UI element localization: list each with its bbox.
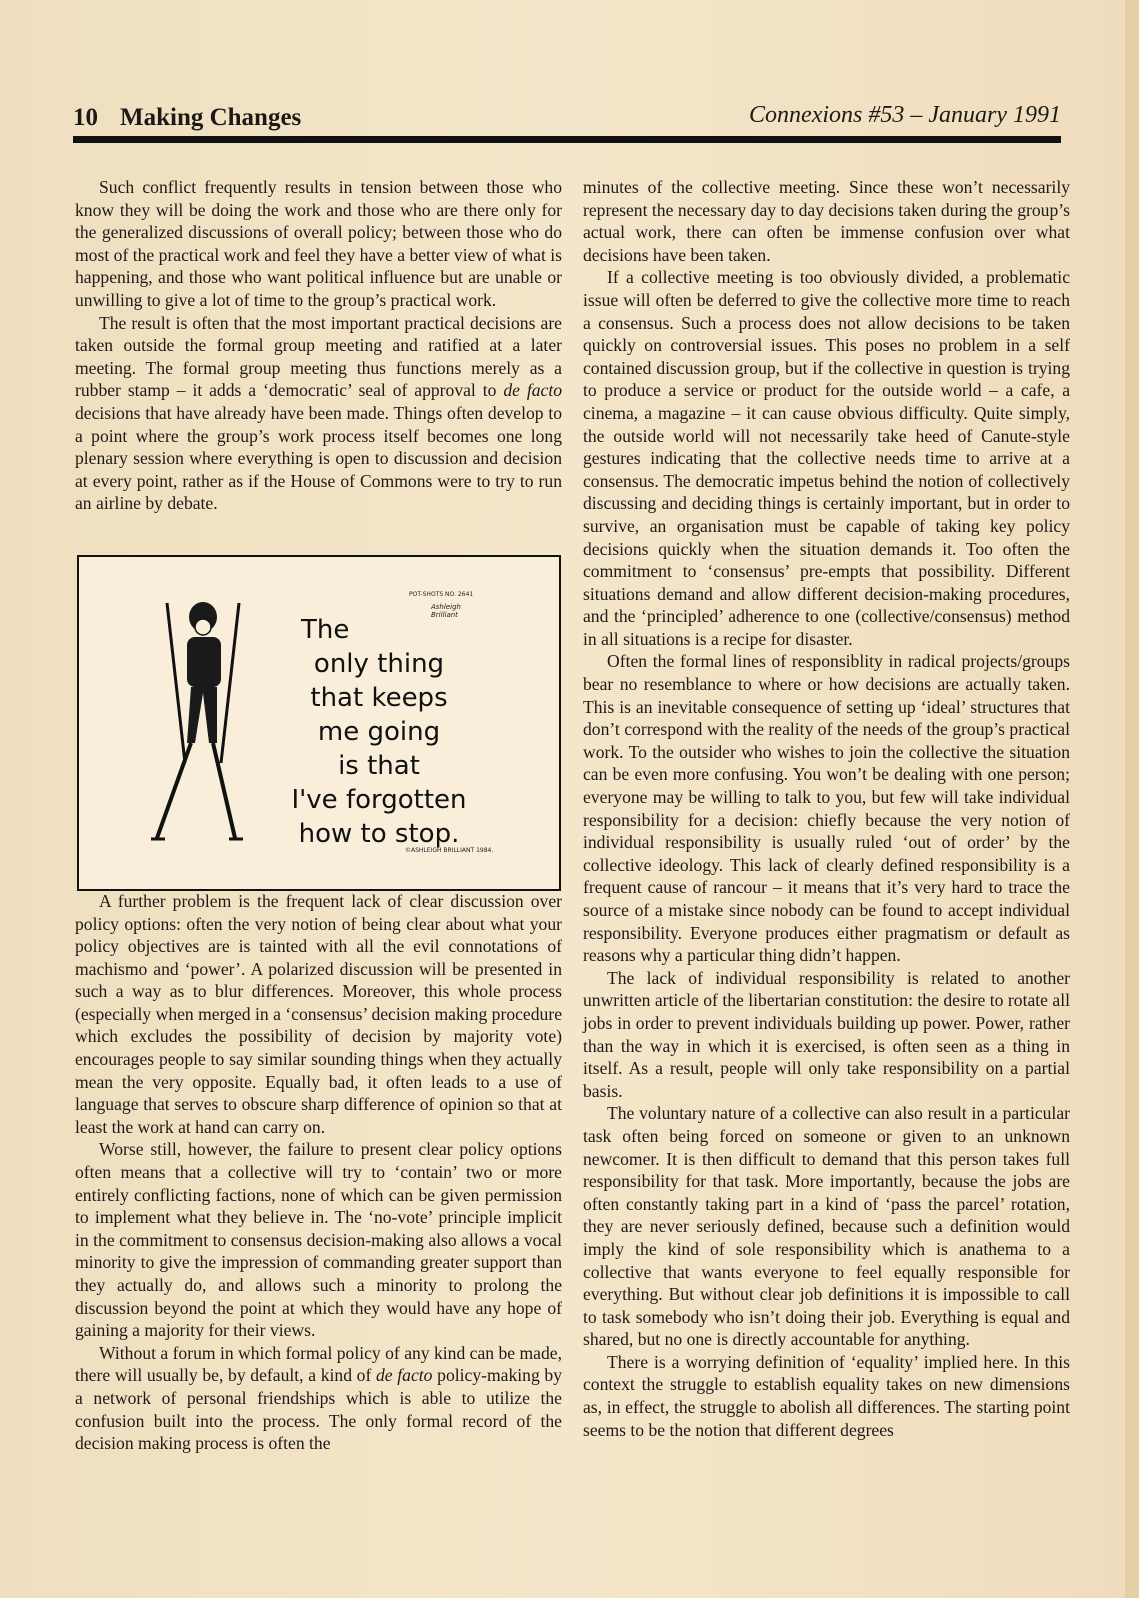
header-left — [73, 104, 301, 132]
left-paragraph-2-text-b: decisions that have already have been made. Things often develop to a point where the group’s work process itself becomes one long plenary session where everything is open to discussion and decision at every point, rather as if the House of Commons were to try to run an airline by debate. — [75, 402, 562, 514]
stilt-walker-illustration — [147, 593, 257, 853]
header-rule — [73, 136, 1061, 143]
cartoon-line-2: only thing — [313, 649, 445, 679]
right-paragraph-1: minutes of the collective meeting. Since these won’t necessarily represent the necessary day to day decisions taken during the group’s actual work, there can often be immense confusion over what decisions have been taken. — [583, 177, 1070, 265]
cartoon-series-note: POT-SHOTS NO. 2641 — [409, 591, 474, 598]
cartoon-copyright: ©ASHLEIGH BRILLIANT 1984. — [405, 847, 494, 854]
right-column — [583, 176, 1070, 1441]
cartoon-line-4: me going — [317, 717, 441, 747]
left-paragraph-5-text-a: Without a forum in which formal policy of any kind can be made, there will usually be, by default, a kind of — [75, 1342, 562, 1386]
left-paragraph-5-emphasis: de facto — [376, 1365, 433, 1386]
right-paragraph-3: Often the formal lines of responsiblity in radical projects/groups bear no resemblance to where or how decisions are actually taken. This is an inevitable consequence of setting up ‘ideal’ structures that don’t correspond with the reality of the needs of the group’s practical work. To the outsider who wishes to join the collective the situation can be even more confusing. You won’t be dealing with one person; everyone may be willing to talk to you, but few will take individual responsibility for a decision: chiefly because the very notion of individual responsibility is usually ruled ‘out of order’ by the collective ideology. This lack of clearly defined responsibility is a frequent cause of rancour – it means that it’s very hard to trace the source of a mistake since nobody can be found to accept individual responsibility. Everyone produces either pragmatism or default as reasons why a particular thing didn’t happen. — [583, 651, 1070, 966]
left-paragraph-2-text-a: The result is often that the most important practical decisions are taken outside the formal group meeting and ratified at a later meeting. The formal group meeting thus functions merely as a rubber stamp – it adds a ‘democratic’ seal of approval to — [75, 312, 562, 401]
cartoon-line-6: I've forgotten — [291, 785, 467, 815]
left-paragraph-2 — [75, 312, 562, 515]
cartoon-line-3: that keeps — [310, 683, 448, 713]
left-paragraph-2-emphasis: de facto — [503, 380, 562, 401]
right-paragraph-5: The voluntary nature of a collective can also result in a particular task often being forced on someone or given to an unknown newcomer. It is then difficult to demand that this person takes full responsibility for that task. More importantly, because the jobs are often constantly taking part in a kind of ‘pass the parcel’ rotation, they are never seriously defined, because such a definition would imply the kind of sole responsibility which is anathema to a collective that wants everyone to feel equally responsible for everything. But without clear job definitions it is impossible to call to task somebody who isn’t doing their job. Everything is equal and shared, but no one is directly accountable for anything. — [583, 1103, 1070, 1350]
page-number: 10 — [73, 104, 98, 131]
right-paragraph-4: The lack of individual responsibility is related to another unwritten article of the libertarian constitution: the desire to rotate all jobs in order to prevent individuals building up power. Power, rather than the way in which it is exercised, is often seen as a thing in itself. As a result, people will only take responsibility on a partial basis. — [583, 967, 1070, 1101]
cartoon-line-1: The — [301, 615, 350, 645]
cartoon-caption — [269, 613, 489, 851]
left-paragraph-3: A further problem is the frequent lack of clear discussion over policy options: often the very notion of being clear about what your policy objectives are is tainted with all the evil connotations of machismo and ‘power’. A polarized discussion will be presented in such a way as to blur differences. Moreover, this whole process (especially when merged in a ‘consensus’ decision making procedure which excludes the possibility of decision by majority vote) encourages people to say similar sounding things when they actually mean the very opposite. Equally bad, it often leads to a use of language that serves to obscure sharp difference of opinion so that at least the work at hand can carry on. — [75, 890, 562, 1137]
cartoon-line-7: how to stop. — [298, 819, 460, 849]
page-edge — [1125, 0, 1139, 1598]
cartoon-figure — [77, 555, 561, 891]
left-paragraph-4: Worse still, however, the failure to present clear policy options often means that a collective will try to ‘contain’ two or more entirely conflicting factions, none of which can be given permission to implement what they believe in. The ‘no-vote’ principle implicit in the commitment to consensus decision-making also allows a vocal minority to give the impression of commanding greater support than they actually do, and allows such a minority to prolong the discussion beyond the point at which they would have any hope of gaining a majority for their views. — [75, 1139, 562, 1341]
cartoon-line-5: is that — [338, 751, 420, 781]
left-paragraph-5-text-b: policy-making by a network of personal friendships which is able to utilize the confusion built into the process. The only formal record of the decision making process is often the — [75, 1365, 563, 1454]
right-paragraph-2: If a collective meeting is too obviously divided, a problematic issue will often be deferred to give the collective more time to reach a consensus. Such a process does not allow decisions to be taken quickly on controversial issues. This poses no problem in a self contained discussion group, but if the collective in question is trying to produce a service or product for the outside world – a cafe, a cinema, a magazine – it can cause obvious difficulty. Quite simply, the outside world will not necessarily take heed of Canute-style gestures indicating that the collective needs time to arrive at a consensus. The democratic impetus behind the notion of collectively discussing and deciding things is certainly important, but in order to survive, an organisation must be capable of taking key policy decisions quickly when the situation demands it. Too often the commitment to ‘consensus’ pre-empts that possibility. Different situations demand and allow different decision-making procedures, and the ‘principled’ adherence to one (collective/consensus) method in all situations is a recipe for disaster. — [583, 267, 1070, 649]
section-title: Making Changes — [120, 104, 302, 131]
left-paragraph-1: Such conflict frequently results in tension between those who know they will be doing the work and those who are there only for the generalized discussions of overall policy; between those who do most of the practical work and feel they have a better view of what is happening, and those who want political influence but are unable or unwilling to give a lot of time to the group’s practical work. — [75, 177, 562, 310]
publication-title: Connexions #53 – January 1991 — [749, 102, 1061, 128]
left-paragraph-5 — [75, 1342, 562, 1455]
cartoon-signature: Ashleigh Brilliant — [431, 603, 461, 619]
right-paragraph-6: There is a worrying definition of ‘equality’ implied here. In this context the struggle to establish equality takes on new dimensions as, in effect, the struggle to abolish all differences. The starting point seems to be the notion that different degrees — [583, 1351, 1070, 1440]
